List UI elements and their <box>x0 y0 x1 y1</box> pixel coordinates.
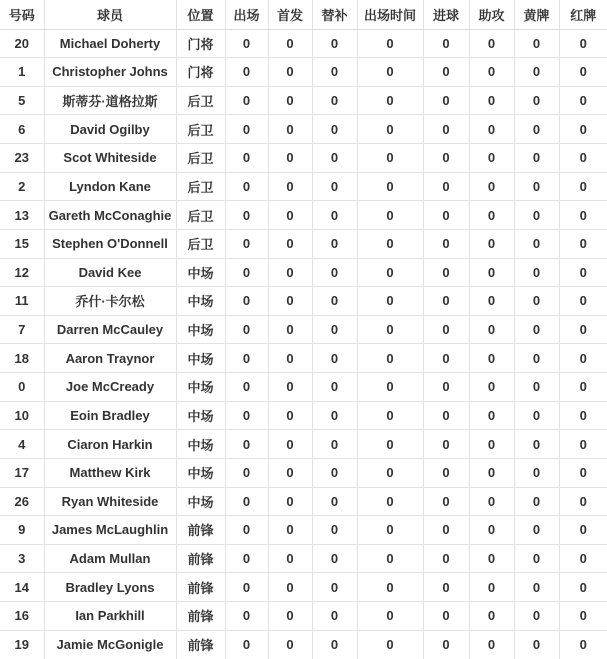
cell-assists: 0 <box>469 544 514 573</box>
cell-player: David Kee <box>44 258 176 287</box>
cell-appearances: 0 <box>225 287 268 316</box>
cell-red-cards: 0 <box>559 344 607 373</box>
cell-goals: 0 <box>423 86 469 115</box>
cell-position: 中场 <box>176 258 225 287</box>
cell-assists: 0 <box>469 630 514 659</box>
cell-starts: 0 <box>268 58 312 87</box>
cell-number: 1 <box>0 58 44 87</box>
cell-substitute: 0 <box>312 115 357 144</box>
cell-number: 17 <box>0 458 44 487</box>
cell-yellow-cards: 0 <box>514 373 559 402</box>
cell-goals: 0 <box>423 115 469 144</box>
cell-appearances: 0 <box>225 401 268 430</box>
cell-number: 9 <box>0 516 44 545</box>
cell-starts: 0 <box>268 115 312 144</box>
cell-substitute: 0 <box>312 315 357 344</box>
cell-substitute: 0 <box>312 229 357 258</box>
cell-player: Jamie McGonigle <box>44 630 176 659</box>
cell-number: 12 <box>0 258 44 287</box>
cell-substitute: 0 <box>312 172 357 201</box>
cell-red-cards: 0 <box>559 29 607 58</box>
cell-substitute: 0 <box>312 373 357 402</box>
table-row[interactable] <box>0 487 607 516</box>
cell-starts: 0 <box>268 430 312 459</box>
cell-yellow-cards: 0 <box>514 144 559 173</box>
cell-number: 2 <box>0 172 44 201</box>
table-row[interactable] <box>0 373 607 402</box>
column-header-minutes: 出场时间 <box>357 0 423 29</box>
cell-substitute: 0 <box>312 344 357 373</box>
cell-yellow-cards: 0 <box>514 258 559 287</box>
table-row[interactable] <box>0 315 607 344</box>
column-header-starts: 首发 <box>268 0 312 29</box>
cell-goals: 0 <box>423 229 469 258</box>
cell-assists: 0 <box>469 201 514 230</box>
cell-position: 前锋 <box>176 573 225 602</box>
cell-yellow-cards: 0 <box>514 430 559 459</box>
cell-position: 后卫 <box>176 229 225 258</box>
cell-assists: 0 <box>469 401 514 430</box>
cell-assists: 0 <box>469 487 514 516</box>
cell-position: 门将 <box>176 29 225 58</box>
cell-player: Lyndon Kane <box>44 172 176 201</box>
table-row[interactable] <box>0 630 607 659</box>
cell-minutes: 0 <box>357 58 423 87</box>
cell-appearances: 0 <box>225 544 268 573</box>
cell-appearances: 0 <box>225 58 268 87</box>
cell-minutes: 0 <box>357 401 423 430</box>
cell-red-cards: 0 <box>559 458 607 487</box>
cell-yellow-cards: 0 <box>514 602 559 631</box>
cell-substitute: 0 <box>312 258 357 287</box>
cell-minutes: 0 <box>357 201 423 230</box>
cell-goals: 0 <box>423 172 469 201</box>
cell-appearances: 0 <box>225 315 268 344</box>
cell-starts: 0 <box>268 401 312 430</box>
cell-minutes: 0 <box>357 373 423 402</box>
table-row[interactable] <box>0 516 607 545</box>
cell-starts: 0 <box>268 630 312 659</box>
cell-starts: 0 <box>268 315 312 344</box>
cell-starts: 0 <box>268 602 312 631</box>
cell-assists: 0 <box>469 86 514 115</box>
cell-red-cards: 0 <box>559 602 607 631</box>
cell-minutes: 0 <box>357 544 423 573</box>
cell-red-cards: 0 <box>559 373 607 402</box>
cell-goals: 0 <box>423 516 469 545</box>
cell-number: 5 <box>0 86 44 115</box>
table-row[interactable] <box>0 58 607 87</box>
cell-goals: 0 <box>423 344 469 373</box>
cell-position: 中场 <box>176 344 225 373</box>
cell-appearances: 0 <box>225 201 268 230</box>
cell-starts: 0 <box>268 258 312 287</box>
cell-yellow-cards: 0 <box>514 573 559 602</box>
cell-red-cards: 0 <box>559 430 607 459</box>
cell-goals: 0 <box>423 573 469 602</box>
cell-substitute: 0 <box>312 573 357 602</box>
cell-substitute: 0 <box>312 516 357 545</box>
cell-appearances: 0 <box>225 344 268 373</box>
cell-appearances: 0 <box>225 144 268 173</box>
cell-goals: 0 <box>423 315 469 344</box>
cell-yellow-cards: 0 <box>514 29 559 58</box>
cell-yellow-cards: 0 <box>514 287 559 316</box>
cell-substitute: 0 <box>312 544 357 573</box>
cell-yellow-cards: 0 <box>514 115 559 144</box>
cell-goals: 0 <box>423 602 469 631</box>
cell-appearances: 0 <box>225 573 268 602</box>
cell-assists: 0 <box>469 430 514 459</box>
cell-yellow-cards: 0 <box>514 516 559 545</box>
cell-substitute: 0 <box>312 487 357 516</box>
cell-minutes: 0 <box>357 172 423 201</box>
cell-yellow-cards: 0 <box>514 487 559 516</box>
cell-yellow-cards: 0 <box>514 544 559 573</box>
cell-player: 乔什·卡尔松 <box>44 287 176 316</box>
cell-number: 6 <box>0 115 44 144</box>
cell-player: Aaron Traynor <box>44 344 176 373</box>
cell-substitute: 0 <box>312 602 357 631</box>
cell-substitute: 0 <box>312 86 357 115</box>
cell-red-cards: 0 <box>559 315 607 344</box>
cell-goals: 0 <box>423 487 469 516</box>
cell-goals: 0 <box>423 373 469 402</box>
cell-yellow-cards: 0 <box>514 630 559 659</box>
cell-assists: 0 <box>469 229 514 258</box>
cell-position: 中场 <box>176 315 225 344</box>
cell-position: 中场 <box>176 487 225 516</box>
cell-position: 中场 <box>176 401 225 430</box>
cell-minutes: 0 <box>357 287 423 316</box>
cell-number: 26 <box>0 487 44 516</box>
cell-starts: 0 <box>268 229 312 258</box>
table-row[interactable] <box>0 258 607 287</box>
cell-number: 3 <box>0 544 44 573</box>
cell-yellow-cards: 0 <box>514 58 559 87</box>
cell-yellow-cards: 0 <box>514 201 559 230</box>
column-header-position: 位置 <box>176 0 225 29</box>
cell-minutes: 0 <box>357 86 423 115</box>
cell-appearances: 0 <box>225 458 268 487</box>
cell-player: Ryan Whiteside <box>44 487 176 516</box>
column-header-assists: 助攻 <box>469 0 514 29</box>
cell-player: Ian Parkhill <box>44 602 176 631</box>
table-row[interactable] <box>0 29 607 58</box>
cell-appearances: 0 <box>225 29 268 58</box>
cell-red-cards: 0 <box>559 172 607 201</box>
cell-red-cards: 0 <box>559 258 607 287</box>
cell-goals: 0 <box>423 401 469 430</box>
cell-player: Gareth McConaghie <box>44 201 176 230</box>
cell-appearances: 0 <box>225 229 268 258</box>
cell-position: 后卫 <box>176 201 225 230</box>
column-header-goals: 进球 <box>423 0 469 29</box>
cell-minutes: 0 <box>357 344 423 373</box>
cell-minutes: 0 <box>357 229 423 258</box>
cell-red-cards: 0 <box>559 516 607 545</box>
cell-number: 13 <box>0 201 44 230</box>
cell-goals: 0 <box>423 430 469 459</box>
cell-position: 后卫 <box>176 115 225 144</box>
cell-starts: 0 <box>268 86 312 115</box>
cell-substitute: 0 <box>312 58 357 87</box>
cell-substitute: 0 <box>312 29 357 58</box>
cell-position: 前锋 <box>176 602 225 631</box>
table-body <box>0 29 607 659</box>
cell-position: 前锋 <box>176 630 225 659</box>
cell-assists: 0 <box>469 373 514 402</box>
cell-red-cards: 0 <box>559 229 607 258</box>
cell-minutes: 0 <box>357 430 423 459</box>
cell-player: James McLaughlin <box>44 516 176 545</box>
table-row[interactable] <box>0 573 607 602</box>
cell-starts: 0 <box>268 29 312 58</box>
cell-assists: 0 <box>469 344 514 373</box>
column-header-substitute: 替补 <box>312 0 357 29</box>
cell-appearances: 0 <box>225 373 268 402</box>
cell-player: Joe McCready <box>44 373 176 402</box>
cell-position: 中场 <box>176 430 225 459</box>
cell-yellow-cards: 0 <box>514 315 559 344</box>
cell-position: 后卫 <box>176 86 225 115</box>
cell-number: 16 <box>0 602 44 631</box>
cell-assists: 0 <box>469 516 514 545</box>
cell-number: 14 <box>0 573 44 602</box>
cell-player: Michael Doherty <box>44 29 176 58</box>
cell-player: Stephen O'Donnell <box>44 229 176 258</box>
cell-player: Eoin Bradley <box>44 401 176 430</box>
table-row[interactable] <box>0 86 607 115</box>
cell-assists: 0 <box>469 602 514 631</box>
cell-player: David Ogilby <box>44 115 176 144</box>
cell-red-cards: 0 <box>559 144 607 173</box>
cell-goals: 0 <box>423 544 469 573</box>
table-header <box>0 0 607 29</box>
cell-player: Matthew Kirk <box>44 458 176 487</box>
cell-number: 20 <box>0 29 44 58</box>
column-header-player: 球员 <box>44 0 176 29</box>
cell-yellow-cards: 0 <box>514 86 559 115</box>
cell-red-cards: 0 <box>559 287 607 316</box>
cell-number: 4 <box>0 430 44 459</box>
cell-goals: 0 <box>423 201 469 230</box>
cell-minutes: 0 <box>357 115 423 144</box>
table-row[interactable] <box>0 344 607 373</box>
cell-starts: 0 <box>268 172 312 201</box>
cell-goals: 0 <box>423 58 469 87</box>
table-row[interactable] <box>0 144 607 173</box>
cell-yellow-cards: 0 <box>514 172 559 201</box>
cell-yellow-cards: 0 <box>514 229 559 258</box>
cell-player: Darren McCauley <box>44 315 176 344</box>
cell-starts: 0 <box>268 573 312 602</box>
cell-position: 门将 <box>176 58 225 87</box>
cell-substitute: 0 <box>312 630 357 659</box>
cell-player: Christopher Johns <box>44 58 176 87</box>
cell-substitute: 0 <box>312 430 357 459</box>
cell-appearances: 0 <box>225 516 268 545</box>
table-row[interactable] <box>0 544 607 573</box>
cell-position: 后卫 <box>176 144 225 173</box>
cell-number: 15 <box>0 229 44 258</box>
cell-minutes: 0 <box>357 144 423 173</box>
cell-assists: 0 <box>469 458 514 487</box>
table-row[interactable] <box>0 430 607 459</box>
cell-starts: 0 <box>268 516 312 545</box>
cell-assists: 0 <box>469 58 514 87</box>
cell-appearances: 0 <box>225 86 268 115</box>
cell-goals: 0 <box>423 29 469 58</box>
cell-assists: 0 <box>469 287 514 316</box>
cell-starts: 0 <box>268 287 312 316</box>
cell-minutes: 0 <box>357 29 423 58</box>
cell-starts: 0 <box>268 201 312 230</box>
cell-starts: 0 <box>268 487 312 516</box>
cell-number: 10 <box>0 401 44 430</box>
cell-assists: 0 <box>469 115 514 144</box>
cell-assists: 0 <box>469 172 514 201</box>
cell-red-cards: 0 <box>559 86 607 115</box>
cell-yellow-cards: 0 <box>514 458 559 487</box>
cell-starts: 0 <box>268 458 312 487</box>
cell-minutes: 0 <box>357 573 423 602</box>
cell-appearances: 0 <box>225 602 268 631</box>
cell-red-cards: 0 <box>559 201 607 230</box>
cell-minutes: 0 <box>357 630 423 659</box>
cell-position: 后卫 <box>176 172 225 201</box>
cell-player: Bradley Lyons <box>44 573 176 602</box>
cell-substitute: 0 <box>312 401 357 430</box>
column-header-red-cards: 红牌 <box>559 0 607 29</box>
cell-player: Scot Whiteside <box>44 144 176 173</box>
cell-player: Ciaron Harkin <box>44 430 176 459</box>
cell-red-cards: 0 <box>559 401 607 430</box>
cell-appearances: 0 <box>225 630 268 659</box>
cell-assists: 0 <box>469 258 514 287</box>
cell-substitute: 0 <box>312 458 357 487</box>
cell-starts: 0 <box>268 373 312 402</box>
cell-position: 前锋 <box>176 544 225 573</box>
table-row[interactable] <box>0 172 607 201</box>
cell-goals: 0 <box>423 458 469 487</box>
cell-player: Adam Mullan <box>44 544 176 573</box>
cell-goals: 0 <box>423 630 469 659</box>
cell-minutes: 0 <box>357 516 423 545</box>
cell-position: 中场 <box>176 287 225 316</box>
cell-number: 23 <box>0 144 44 173</box>
cell-goals: 0 <box>423 144 469 173</box>
cell-red-cards: 0 <box>559 573 607 602</box>
cell-appearances: 0 <box>225 172 268 201</box>
cell-appearances: 0 <box>225 430 268 459</box>
cell-position: 中场 <box>176 373 225 402</box>
cell-red-cards: 0 <box>559 487 607 516</box>
cell-starts: 0 <box>268 544 312 573</box>
cell-number: 7 <box>0 315 44 344</box>
cell-substitute: 0 <box>312 287 357 316</box>
cell-minutes: 0 <box>357 602 423 631</box>
cell-assists: 0 <box>469 315 514 344</box>
cell-assists: 0 <box>469 573 514 602</box>
cell-number: 11 <box>0 287 44 316</box>
cell-red-cards: 0 <box>559 544 607 573</box>
cell-minutes: 0 <box>357 487 423 516</box>
table-row[interactable] <box>0 201 607 230</box>
table-row[interactable] <box>0 287 607 316</box>
cell-number: 18 <box>0 344 44 373</box>
cell-position: 前锋 <box>176 516 225 545</box>
cell-minutes: 0 <box>357 458 423 487</box>
cell-starts: 0 <box>268 144 312 173</box>
column-header-number: 号码 <box>0 0 44 29</box>
column-header-appearances: 出场 <box>225 0 268 29</box>
cell-goals: 0 <box>423 258 469 287</box>
table-row[interactable] <box>0 229 607 258</box>
cell-yellow-cards: 0 <box>514 401 559 430</box>
cell-player: 斯蒂芬·道格拉斯 <box>44 86 176 115</box>
cell-position: 中场 <box>176 458 225 487</box>
table-row[interactable] <box>0 602 607 631</box>
column-header-yellow-cards: 黄牌 <box>514 0 559 29</box>
table-row[interactable] <box>0 401 607 430</box>
cell-substitute: 0 <box>312 201 357 230</box>
cell-red-cards: 0 <box>559 630 607 659</box>
table-row[interactable] <box>0 115 607 144</box>
cell-goals: 0 <box>423 287 469 316</box>
cell-appearances: 0 <box>225 487 268 516</box>
cell-red-cards: 0 <box>559 58 607 87</box>
cell-starts: 0 <box>268 344 312 373</box>
cell-number: 19 <box>0 630 44 659</box>
cell-minutes: 0 <box>357 315 423 344</box>
cell-assists: 0 <box>469 29 514 58</box>
cell-minutes: 0 <box>357 258 423 287</box>
cell-number: 0 <box>0 373 44 402</box>
table-header-row <box>0 0 607 29</box>
cell-assists: 0 <box>469 144 514 173</box>
cell-substitute: 0 <box>312 144 357 173</box>
table-row[interactable] <box>0 458 607 487</box>
cell-appearances: 0 <box>225 115 268 144</box>
cell-appearances: 0 <box>225 258 268 287</box>
cell-yellow-cards: 0 <box>514 344 559 373</box>
cell-red-cards: 0 <box>559 115 607 144</box>
